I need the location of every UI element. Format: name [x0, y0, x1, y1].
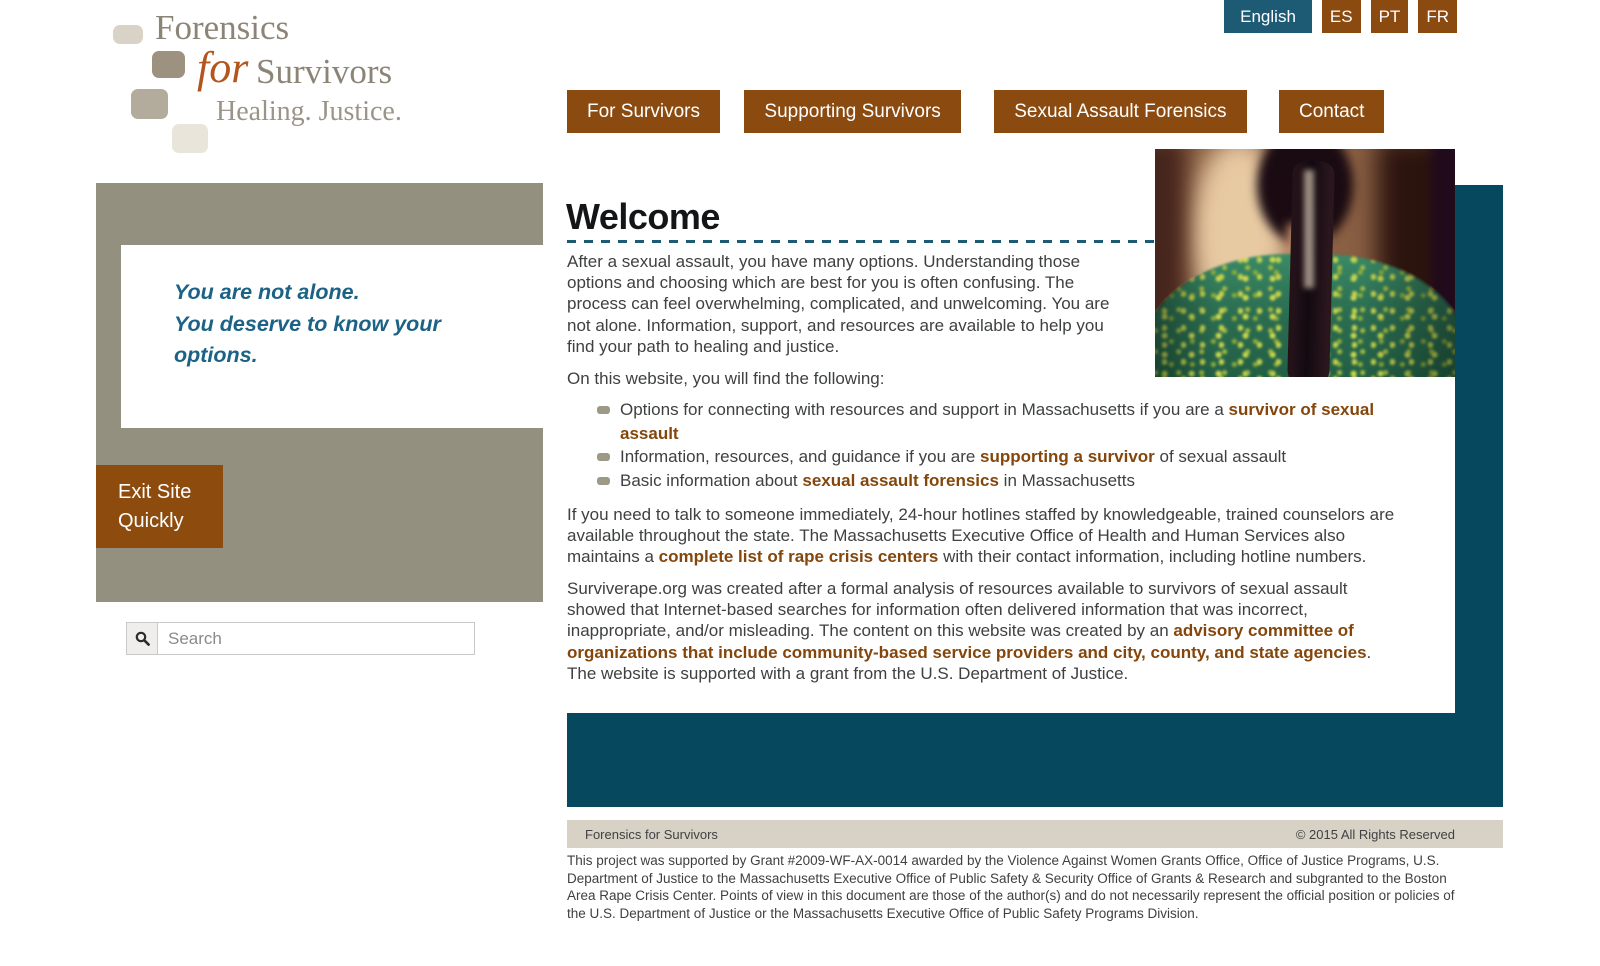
logo-square-2 — [152, 51, 185, 78]
nav-sexual-assault-forensics[interactable]: Sexual Assault Forensics — [994, 90, 1246, 133]
nav-for-survivors[interactable]: For Survivors — [567, 90, 720, 133]
search-bar — [126, 622, 475, 655]
grant-disclaimer: This project was supported by Grant #2009-WF-AX-0014 awarded by the Violence Against Women Grants Office, Office of Justice Programs, U.S. Department of Justice to the Massachusetts Executive Office of Public Safety & Security Office of Grants & Research and subgranted to the Boston Area Rape Crisis Center. Points of view in this document are those of the author(s) and do not necessarily represent the official position or policies of the U.S. Department of Justice or the Massachusetts Executive Office of Public Safety Programs Division. — [567, 853, 1455, 921]
feature-list — [567, 398, 1390, 492]
quote-card — [121, 245, 543, 428]
site-logo[interactable] — [0, 0, 450, 160]
photo-hair-highlight — [1304, 170, 1315, 289]
page-title: Welcome — [566, 196, 720, 237]
main-nav — [567, 90, 1384, 133]
logo-word-forensics: Forensics — [155, 8, 290, 47]
hotlines-text: If you need to talk to someone immediately, 24-hour hotlines staffed by knowledgeable, trained counselors are available throughout the state. The Massachusetts Executive Office of Health and Human Services also maintains a — [567, 505, 1395, 567]
footer-site-name: Forensics for Survivors — [585, 826, 718, 842]
search-submit-button[interactable] — [127, 623, 158, 654]
search-input[interactable] — [158, 623, 474, 654]
list-item — [567, 469, 1390, 493]
photo-woman-ponytail — [1155, 149, 1455, 377]
bullet-2-post: of sexual assault — [1154, 447, 1287, 467]
bullet-2-text: Information, resources, and guidance if you are — [620, 447, 981, 467]
intro-paragraph: After a sexual assault, you have many options. Understanding those options and choosing which are best for you is often confusing. The process can feel overwhelming, complicated, and unwelcoming. You are not alone. Information, support, and resources are available to help you find your path to healing and justice. — [567, 252, 1110, 356]
language-button-pt[interactable]: PT — [1371, 0, 1409, 33]
quote-line-2: You deserve to know your options. — [174, 311, 441, 367]
list-item — [567, 398, 1390, 445]
footer-bar — [567, 820, 1503, 848]
logo-square-4 — [172, 124, 208, 153]
exit-site-quickly-button[interactable]: Exit Site Quickly — [96, 465, 223, 548]
link-supporting-a-survivor[interactable]: supporting a survivor — [980, 447, 1155, 467]
about-text-post: . The website is supported with a grant from the U.S. Department of Justice. — [567, 642, 1372, 683]
logo-word-for: for — [197, 43, 249, 92]
footer-copyright: © 2015 All Rights Reserved — [1295, 826, 1455, 842]
hotlines-text-post: with their contact information, including hotline numbers. — [938, 547, 1367, 567]
link-survivor-of-sexual-assault[interactable]: survivor of sexual assault — [620, 400, 1375, 443]
language-button-es[interactable]: ES — [1322, 0, 1361, 33]
list-item — [567, 445, 1390, 469]
link-advisory-committee[interactable]: advisory committee of organizations that include community-based service providers and city, county, and state agencies — [567, 621, 1367, 662]
bottom-teal-band — [567, 713, 1503, 807]
about-text: Surviverape.org was created after a formal analysis of resources available to survivors of sexual assault showed that Internet-based searches for information often delivered information that was incorrect, inappropriate, and/or misleading. The content on this website was created by an — [567, 579, 1348, 641]
link-rape-crisis-centers[interactable]: complete list of rape crisis centers — [658, 547, 939, 567]
language-button-english[interactable]: English — [1224, 0, 1312, 33]
nav-supporting-survivors[interactable]: Supporting Survivors — [744, 90, 960, 133]
bullet-1-text: Options for connecting with resources and support in Massachusetts if you are a — [620, 400, 1229, 419]
logo-square-3 — [131, 89, 168, 119]
search-icon — [135, 631, 150, 646]
list-intro: On this website, you will find the following: — [567, 369, 885, 388]
hotlines-paragraph — [567, 504, 1395, 568]
about-paragraph — [567, 578, 1399, 684]
bullet-3-text: Basic information about — [620, 470, 803, 490]
link-sexual-assault-forensics[interactable]: sexual assault forensics — [802, 470, 999, 490]
logo-square-1 — [113, 25, 143, 44]
logo-word-survivors: Survivors — [256, 52, 393, 91]
quote-line-1: You are not alone. — [174, 280, 360, 304]
logo-tagline: Healing. Justice. — [216, 96, 402, 127]
nav-contact[interactable]: Contact — [1279, 90, 1384, 133]
bullet-3-post: in Massachusetts — [998, 470, 1135, 490]
language-bar — [1224, 0, 1457, 33]
language-button-fr[interactable]: FR — [1418, 0, 1457, 33]
